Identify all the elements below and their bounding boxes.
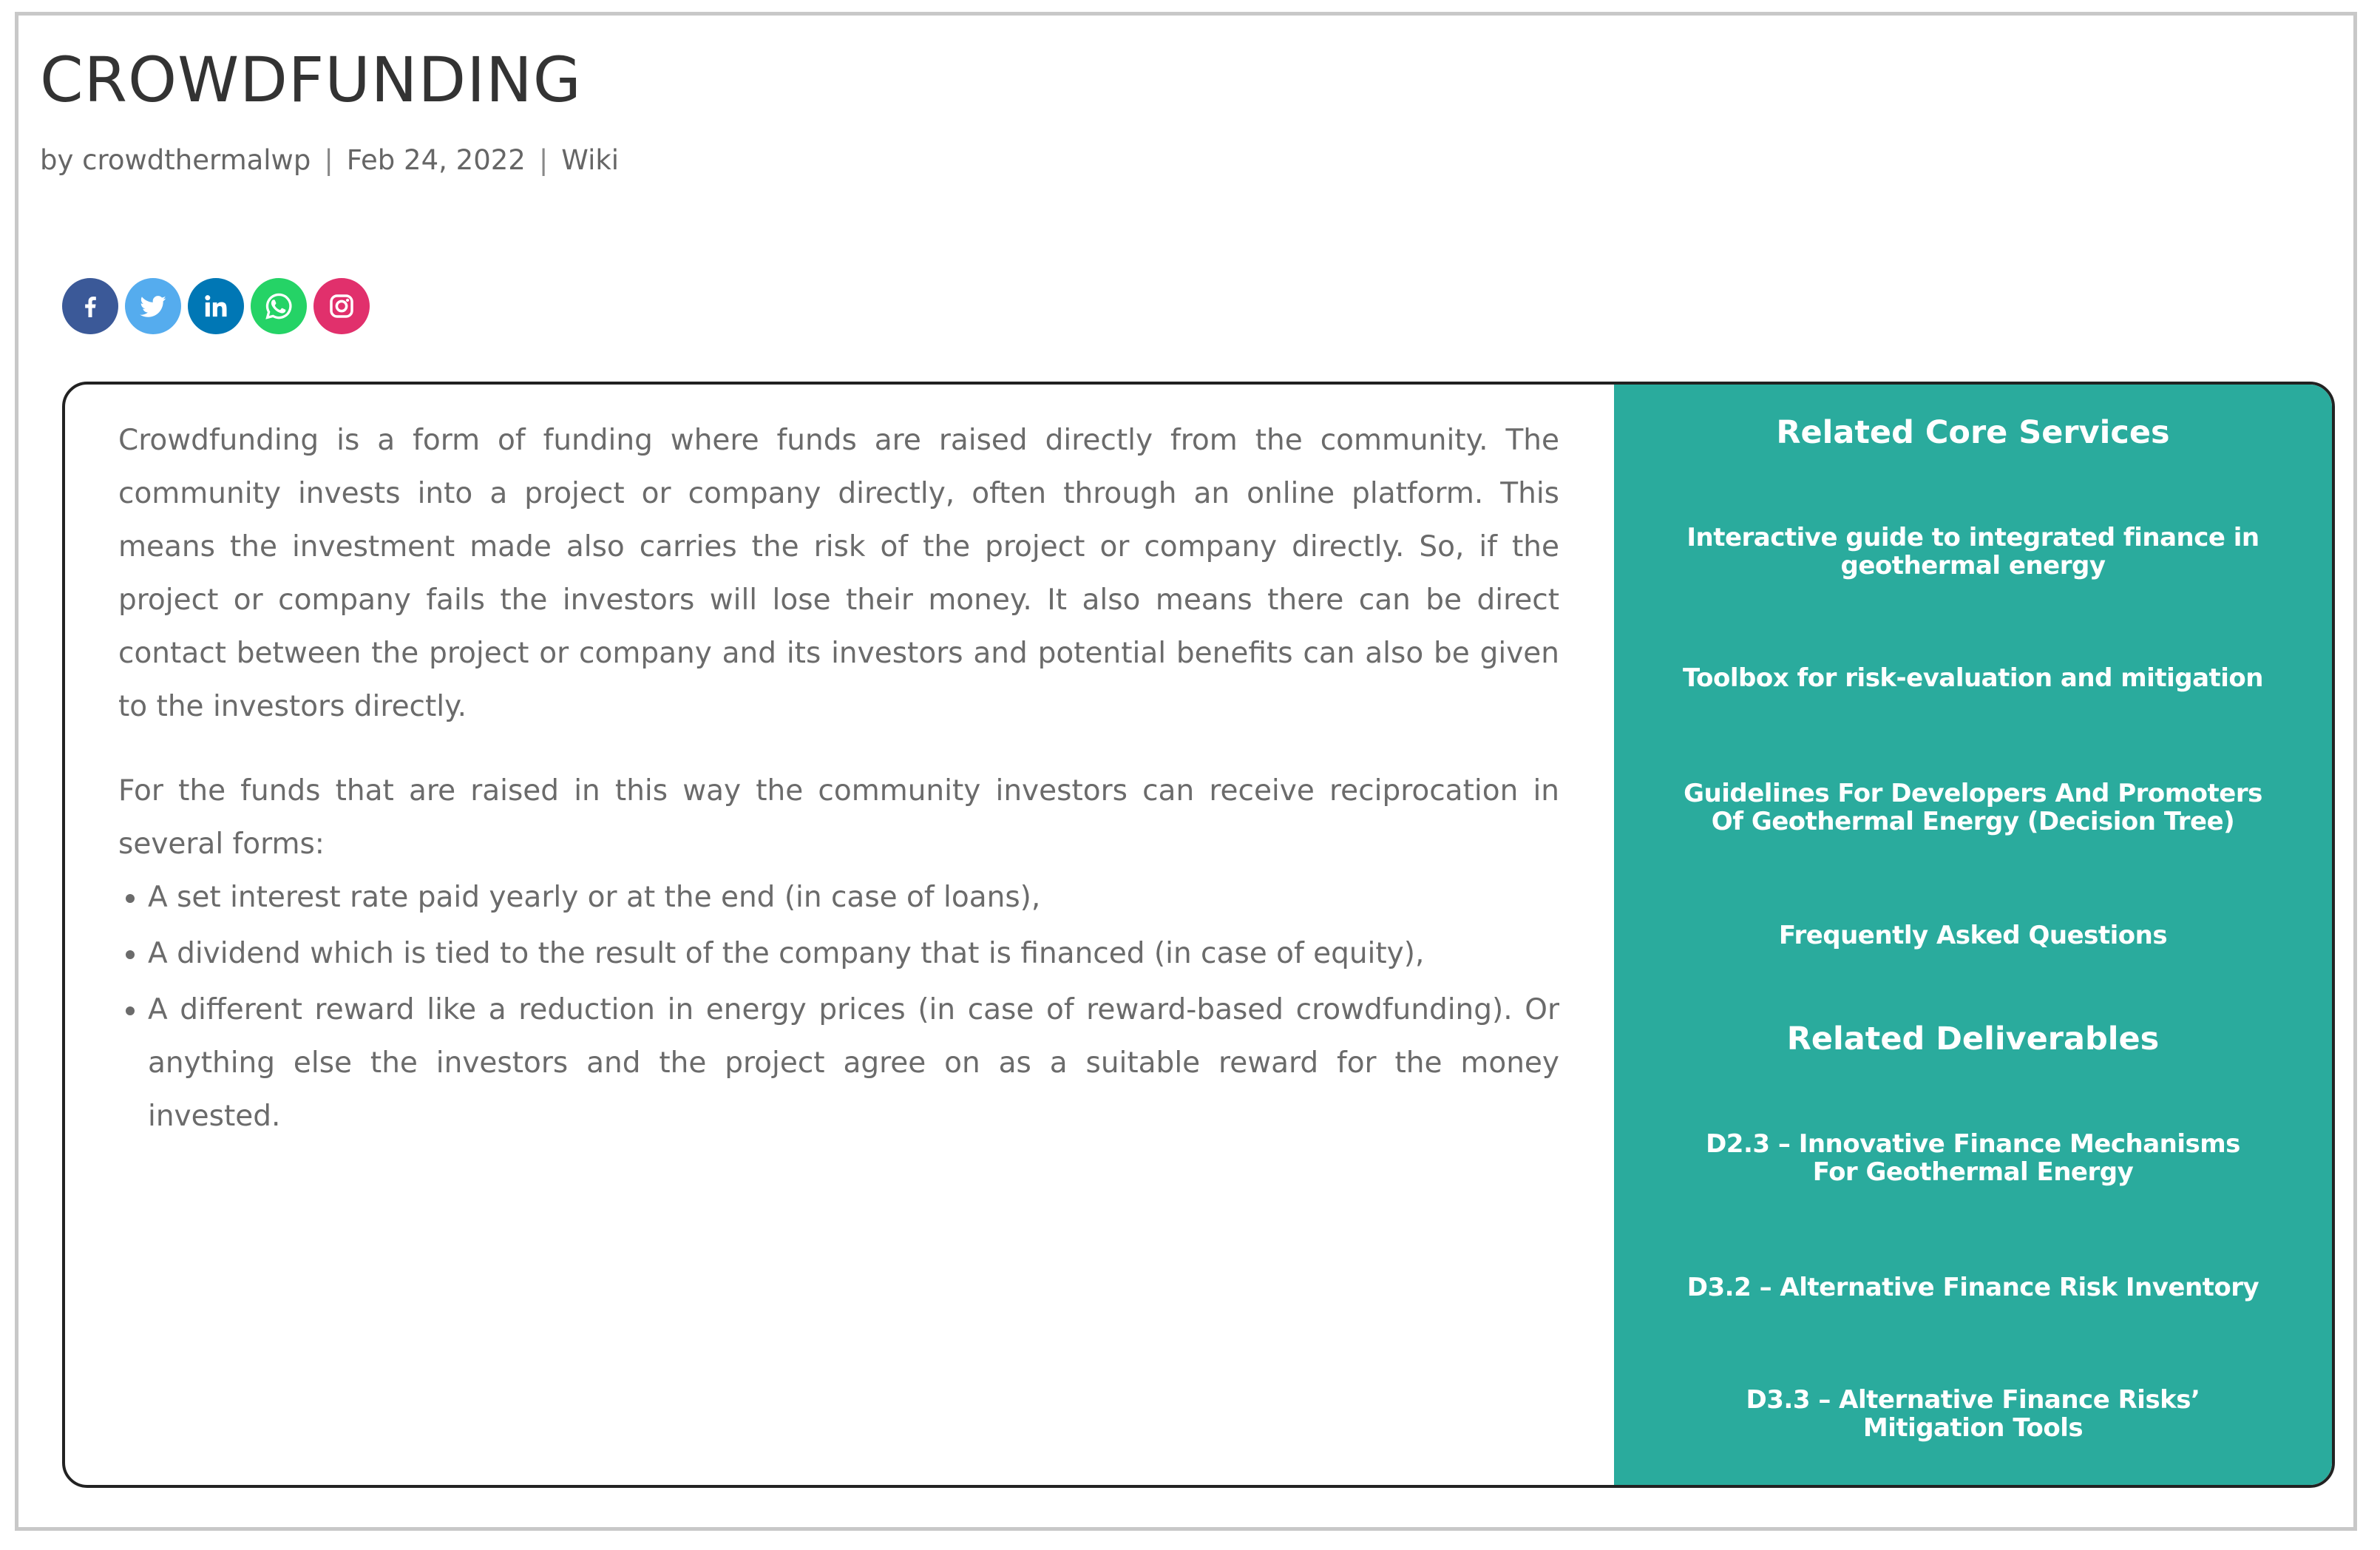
meta-separator: |	[324, 144, 333, 176]
core-service-link[interactable]: Frequently Asked Questions	[1778, 921, 2168, 950]
paragraph-intro: Crowdfunding is a form of funding where funds are raised directly from the community. The community invests into a project or company directly, often through an online platform. This means the investment made also carries the risk of the project or company directly. So, if the project or company fails the investors will lose their money. It also means there can be direct contact between the project or company and its investors and potential benefits can also be given to the investors directly.	[118, 424, 1559, 723]
deliverable-link[interactable]: D3.2 – Alternative Finance Risk Inventory	[1686, 1273, 2259, 1302]
post-meta	[40, 146, 619, 174]
share-linkedin-button[interactable]	[188, 278, 244, 334]
twitter-icon	[138, 291, 169, 322]
category-link[interactable]: Wiki	[561, 144, 620, 176]
article-body	[65, 385, 1614, 1485]
share-instagram-button[interactable]	[313, 278, 370, 334]
author-link[interactable]: crowdthermalwp	[82, 144, 311, 176]
list-item: • A set interest rate paid yearly or at the end (in case of loans),	[148, 871, 1559, 924]
whatsapp-icon	[262, 290, 295, 322]
list-item: • A different reward like a reduction in energy prices (in case of reward-based crowdfunding). Or anything else the investors and the project agree on as a suitable reward for the money invested.	[148, 984, 1559, 1143]
list-item: • A dividend which is tied to the result of the company that is financed (in case of equity),	[148, 927, 1559, 981]
linkedin-icon	[201, 291, 231, 321]
content-card	[62, 382, 2335, 1488]
related-sidebar	[1614, 385, 2332, 1485]
by-prefix: by	[40, 144, 74, 176]
meta-separator: |	[538, 144, 549, 176]
core-service-link[interactable]: Guidelines For Developers And Promoters Of Geothermal Energy (Decision Tree)	[1684, 779, 2262, 836]
share-twitter-button[interactable]	[125, 278, 181, 334]
core-service-link[interactable]: Toolbox for risk-evaluation and mitigation	[1683, 663, 2263, 693]
paragraph-reciprocation: For the funds that are raised in this way the community investors can receive reciprocation in several forms:	[118, 774, 1559, 861]
share-facebook-button[interactable]	[62, 278, 118, 334]
facebook-icon	[75, 291, 105, 321]
page-title: CROWDFUNDING	[40, 44, 582, 116]
share-buttons	[62, 278, 370, 334]
deliverable-link[interactable]: D2.3 – Innovative Finance Mechanisms For Geothermal Energy	[1706, 1129, 2240, 1187]
share-whatsapp-button[interactable]	[251, 278, 307, 334]
deliverable-link[interactable]: D3.3 – Alternative Finance Risks’ Mitigation Tools	[1746, 1385, 2200, 1443]
related-deliverables-heading: Related Deliverables	[1786, 1021, 2160, 1057]
core-service-link[interactable]: Interactive guide to integrated finance in geothermal energy	[1686, 523, 2259, 581]
instagram-icon	[326, 291, 357, 322]
related-core-services-heading: Related Core Services	[1776, 414, 2170, 451]
post-date: Feb 24, 2022	[346, 144, 526, 176]
reciprocation-list	[118, 871, 1559, 1143]
